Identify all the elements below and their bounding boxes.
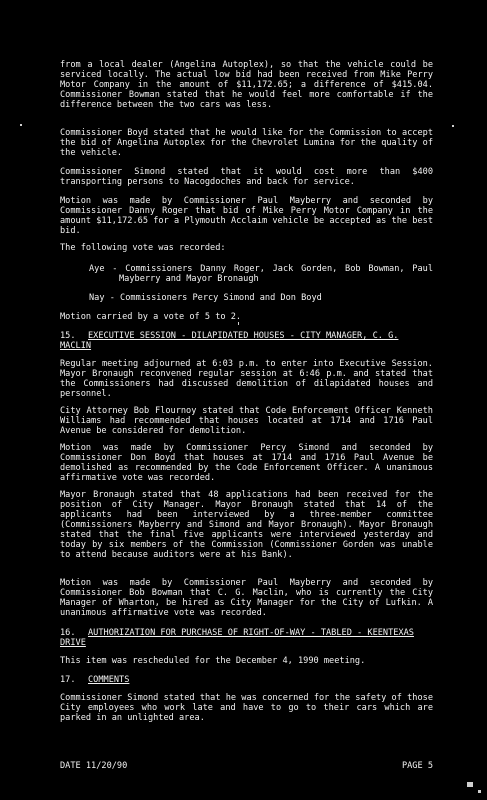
section-number: 15.: [60, 331, 76, 341]
paragraph-motion-city-manager: Motion was made by Commissioner Paul Mayberry and seconded by Commissioner Bob Bowman that C. G. Maclin, who is currently the City Manager of Wharton, be hired as City Manager for the City of Lufkin. A unanimous affirmative vote was recorded.: [60, 578, 433, 618]
section-heading-16: [60, 628, 433, 648]
scan-speck: [452, 125, 454, 127]
paragraph-comments-safety: Commissioner Simond stated that he was concerned for the safety of those City employees who work late and have to go to their cars which are parked in an unlighted area.: [60, 693, 433, 723]
section-number: 16.: [60, 628, 76, 638]
footer-page-number: PAGE 5: [401, 761, 433, 771]
paragraph-motion-carried: Motion carried by a vote of 5 to 2.: [60, 312, 242, 322]
scan-speck: [238, 322, 239, 325]
section-title: COMMENTS: [88, 675, 130, 685]
paragraph-simond-statement: Commissioner Simond stated that it would cost more than $400 transporting persons to Nacogdoches and back for service.: [60, 167, 433, 187]
paragraph-vote-intro: The following vote was recorded:: [60, 243, 226, 253]
section-heading-17: [60, 675, 433, 685]
paragraph-boyd-statement: Commissioner Boyd stated that he would like for the Commission to accept the bid of Angelina Autoplex for the Chevrolet Lumina for the quality of the vehicle.: [60, 128, 433, 158]
vote-nay: Nay - Commissioners Percy Simond and Don Boyd: [89, 293, 322, 303]
paragraph-bid-difference: from a local dealer (Angelina Autoplex), so that the vehicle could be serviced locally. The actual low bid had been received from Mike Perry Motor Company in the amount of $11,172.65; a difference of $415.04. Commissioner Bowman stated that he would feel more comfortable if the difference between the two cars was less.: [60, 60, 433, 110]
paragraph-executive-session: Regular meeting adjourned at 6:03 p.m. to enter into Executive Session. Mayor Bronaugh reconvened regular session at 6:46 p.m. and stated that the Commissioners had discussed demolition of dilapidated houses and personnel.: [60, 359, 433, 399]
paragraph-motion-demolition: Motion was made by Commissioner Percy Simond and seconded by Commissioner Don Boyd that houses at 1714 and 1716 Paul Avenue be demolished as recommended by the Code Enforcement Officer. A unanimous affirmative vote was recorded.: [60, 443, 433, 483]
footer-date: DATE 11/20/90: [60, 761, 128, 771]
section-heading-15: [60, 331, 433, 351]
scan-speck: [20, 124, 22, 126]
vote-aye: Aye - Commissioners Danny Roger, Jack Gorden, Bob Bowman, Paul Mayberry and Mayor Bronaugh: [89, 264, 433, 284]
scan-speck: [478, 790, 481, 793]
scan-speck: [467, 782, 473, 787]
section-number: 17.: [60, 675, 76, 685]
paragraph-city-manager-applications: Mayor Bronaugh stated that 48 applications had been received for the position of City Manager. Mayor Bronaugh stated that 14 of the applicants had been interviewed by a three-member committee (Commissioners Mayberry and Simond and Mayor Bronaugh). Mayor Bronaugh stated that the final five applicants were interviewed yesterday and today by six members of the Commission (Commissioner Gorden was unable to attend because auditors were at his Bank).: [60, 490, 433, 560]
paragraph-rescheduled: This item was rescheduled for the December 4, 1990 meeting.: [60, 656, 366, 666]
section-title: EXECUTIVE SESSION - DILAPIDATED HOUSES - CITY MANAGER, C. G. MACLIN: [60, 331, 399, 351]
paragraph-attorney-statement: City Attorney Bob Flournoy stated that Code Enforcement Officer Kenneth Williams had recommended that houses located at 1714 and 1716 Paul Avenue be considered for demolition.: [60, 406, 433, 436]
paragraph-motion-bid: Motion was made by Commissioner Paul Mayberry and seconded by Commissioner Danny Roger that bid of Mike Perry Motor Company in the amount $11,172.65 for a Plymouth Acclaim vehicle be accepted as the best bid.: [60, 196, 433, 236]
section-title: AUTHORIZATION FOR PURCHASE OF RIGHT-OF-WAY - TABLED - KEENTEXAS DRIVE: [60, 628, 414, 648]
